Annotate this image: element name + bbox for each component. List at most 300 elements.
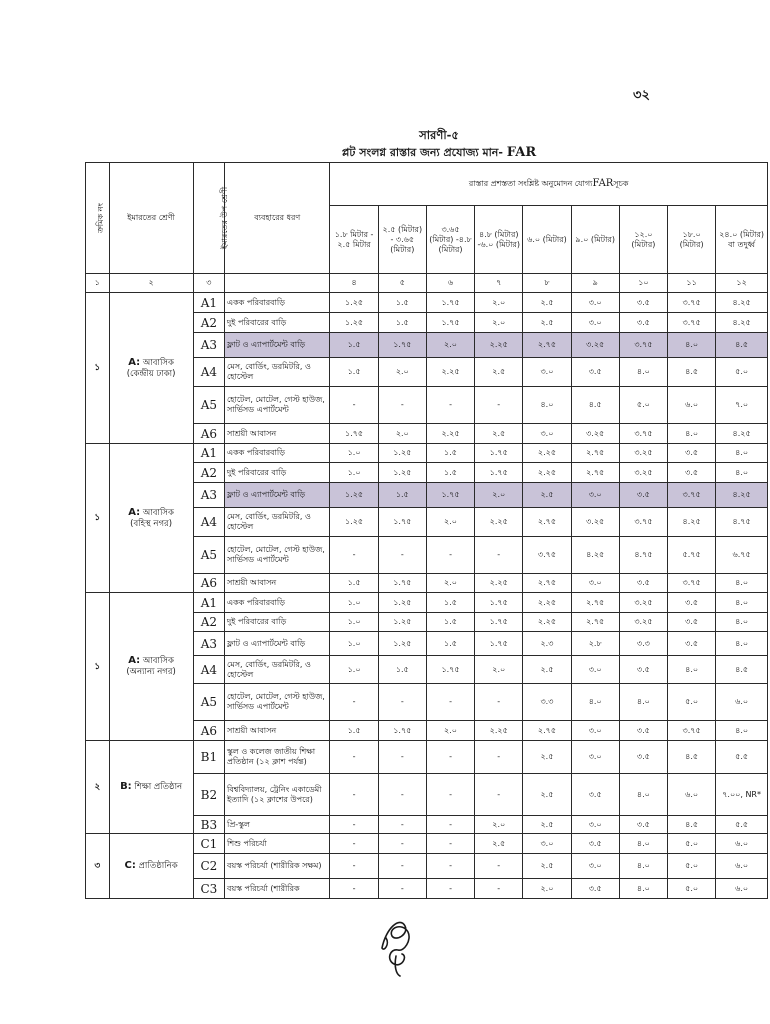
far-value: -: [426, 854, 474, 879]
far-value: ১.২৫: [378, 463, 426, 483]
far-value: ১.৭৫: [426, 293, 474, 313]
far-value: ৩.০: [523, 834, 571, 854]
subclass-code: B1: [193, 741, 224, 774]
far-value: ১.৭৫: [330, 424, 378, 444]
far-value: ২.৭৫: [523, 508, 571, 537]
far-value: ৭.০: [716, 387, 768, 424]
far-value: ৪.২৫: [716, 424, 768, 444]
usage-type: স্কুল ও কলেজ জাতীয় শিক্ষা প্রতিষ্ঠান (১২ ক্লাশ পর্যন্ত): [225, 741, 330, 774]
far-value: ৩.০: [571, 293, 619, 313]
group-category: [109, 834, 193, 899]
usage-type: সাশ্রয়ী আবাসন: [225, 721, 330, 741]
far-value: ২.২৫: [426, 424, 474, 444]
far-value: ৪.০: [619, 834, 667, 854]
far-value: ৪.২৫: [668, 508, 716, 537]
far-value: ৪.২৫: [571, 537, 619, 574]
column-index-cell: ১১: [668, 274, 716, 293]
far-value: ১.৫: [330, 574, 378, 593]
usage-type: সাশ্রয়ী আবাসন: [225, 424, 330, 444]
far-value: ১.৭৫: [426, 656, 474, 684]
far-value: ৩.০: [571, 483, 619, 508]
column-index-cell: ৭: [475, 274, 523, 293]
subclass-code: A4: [193, 358, 224, 387]
far-value: -: [330, 879, 378, 899]
far-value: ২.৫: [523, 483, 571, 508]
far-value: ২.২৫: [475, 721, 523, 741]
far-value: ২.২৫: [426, 358, 474, 387]
far-value: ৩.২৫: [571, 424, 619, 444]
far-value: ৬.০: [716, 879, 768, 899]
far-value: ২.৭৫: [571, 463, 619, 483]
table-row: [86, 444, 768, 463]
usage-type: ফ্লাট ও এ্যাপার্টমেন্ট বাড়ি: [225, 333, 330, 358]
table-row: [86, 741, 768, 774]
far-value: ১.৭৫: [378, 574, 426, 593]
far-value: -: [426, 537, 474, 574]
far-value: ৬.০: [668, 774, 716, 816]
far-value: ১.০: [330, 613, 378, 632]
far-value: ১.৭৫: [475, 444, 523, 463]
group-serial: ৩: [86, 834, 110, 899]
far-value: ৩.০: [523, 358, 571, 387]
far-value: ৪.০: [668, 424, 716, 444]
far-value: ৩.৫: [619, 656, 667, 684]
far-value: ২.০: [475, 483, 523, 508]
header-row-1: [86, 163, 768, 206]
far-value: -: [426, 741, 474, 774]
far-value: ৩.৫: [619, 721, 667, 741]
header-subclass: ইমারতের উপ-শ্রেণী: [193, 163, 224, 274]
usage-type: ফ্লাট ও এ্যাপার্টমেন্ট বাড়ি: [225, 483, 330, 508]
far-value: ৪.২৫: [716, 483, 768, 508]
far-value: -: [378, 537, 426, 574]
far-value: ১.৫: [426, 463, 474, 483]
usage-type: একক পরিবারবাড়ি: [225, 293, 330, 313]
far-value: ১.৫: [426, 593, 474, 613]
header-road-col: ২.৫ (মিটার) - ৩.৬৫ (মিটার): [378, 206, 426, 274]
subclass-code: A4: [193, 508, 224, 537]
far-value: ১.৭৫: [426, 483, 474, 508]
far-value: ১.০: [330, 593, 378, 613]
far-value: ২.৫: [523, 293, 571, 313]
far-value: ২.৫: [475, 358, 523, 387]
far-value: ২.৫: [523, 741, 571, 774]
far-value: -: [378, 834, 426, 854]
far-value: ১.৫: [378, 313, 426, 333]
usage-type: ফ্লাট ও এ্যাপার্টমেন্ট বাড়ি: [225, 632, 330, 656]
column-index-cell: [225, 274, 330, 293]
far-value: -: [330, 537, 378, 574]
far-value: -: [475, 774, 523, 816]
group-code: A:: [128, 356, 141, 368]
far-value: ৪.২৫: [716, 293, 768, 313]
far-value: -: [330, 816, 378, 834]
far-value: ২.৫: [523, 656, 571, 684]
subclass-code: A1: [193, 444, 224, 463]
column-index-row: [86, 274, 768, 293]
far-value: ১.২৫: [330, 293, 378, 313]
group-subtitle: (অন্যান্য নগর): [126, 667, 176, 677]
column-index-cell: ২: [109, 274, 193, 293]
signature: [372, 908, 422, 978]
far-value: ১.৫: [330, 721, 378, 741]
far-value: ৬.০: [716, 834, 768, 854]
far-value: ১.৭৫: [378, 721, 426, 741]
far-value: ২.২৫: [523, 444, 571, 463]
subclass-code: A2: [193, 613, 224, 632]
far-value: ৪.০: [716, 593, 768, 613]
header-category: ইমারতের শ্রেণী: [109, 163, 193, 274]
far-value: ৩.৭৫: [619, 424, 667, 444]
far-value: ৬.০: [716, 854, 768, 879]
far-value: -: [330, 834, 378, 854]
far-value: ২.০: [378, 358, 426, 387]
group-name: প্রাতিষ্ঠানিক: [138, 861, 178, 871]
subclass-code: A6: [193, 574, 224, 593]
far-value: -: [475, 684, 523, 721]
far-value: ২.৫: [523, 774, 571, 816]
far-value: ১.০: [330, 656, 378, 684]
column-index-cell: ৮: [523, 274, 571, 293]
subclass-code: B3: [193, 816, 224, 834]
header-road-col: ৪.৮ (মিটার) -৬.০ (মিটার): [475, 206, 523, 274]
far-value: ৩.২৫: [619, 444, 667, 463]
far-value: ৩.২৫: [619, 593, 667, 613]
far-value: ৭.০০, NR*: [716, 774, 768, 816]
group-code: A:: [128, 506, 141, 518]
subclass-code: A1: [193, 293, 224, 313]
header-usage: ব্যবহারের ধরণ: [225, 163, 330, 274]
far-value: ২.০: [426, 508, 474, 537]
far-value: ৩.৫: [668, 593, 716, 613]
far-value: ২.০: [475, 313, 523, 333]
far-value: ২.৫: [523, 313, 571, 333]
table-row: [86, 834, 768, 854]
far-value: ২.০: [475, 656, 523, 684]
far-value: ১.৭৫: [475, 632, 523, 656]
far-value: -: [475, 741, 523, 774]
column-index-cell: ৫: [378, 274, 426, 293]
far-value: ৩.৫: [619, 574, 667, 593]
header-road-col: ১২.০ (মিটার): [619, 206, 667, 274]
far-value: ১.০: [330, 632, 378, 656]
far-value: ১.৭৫: [475, 613, 523, 632]
subclass-code: A5: [193, 387, 224, 424]
far-value: ৬.০: [668, 387, 716, 424]
far-value: ৪.০: [619, 684, 667, 721]
far-value: ৩.২৫: [571, 333, 619, 358]
usage-type: শিশু পরিচর্যা: [225, 834, 330, 854]
far-value: ৫.৫: [716, 741, 768, 774]
subclass-code: A3: [193, 632, 224, 656]
far-value: -: [330, 387, 378, 424]
far-value: ২.৭৫: [523, 721, 571, 741]
far-value: ২.০: [426, 333, 474, 358]
far-value: ৩.৫: [668, 444, 716, 463]
far-value: ২.৭৫: [571, 613, 619, 632]
far-value: ৪.০: [619, 854, 667, 879]
header-road-col: ৯.০ (মিটার): [571, 206, 619, 274]
table-subtitle-far: FAR: [506, 145, 537, 160]
far-value: ৩.০: [571, 816, 619, 834]
group-code: C:: [124, 860, 136, 871]
far-value: ৪.০: [619, 358, 667, 387]
subclass-code: A5: [193, 684, 224, 721]
far-value: ২.২৫: [475, 508, 523, 537]
far-value: -: [378, 774, 426, 816]
far-value: ৩.৭৫: [619, 333, 667, 358]
subclass-code: A5: [193, 537, 224, 574]
far-value: -: [378, 854, 426, 879]
far-value: ২.০: [426, 721, 474, 741]
group-serial: ১: [86, 293, 110, 444]
far-value: -: [426, 816, 474, 834]
far-value: ৩.৫: [571, 358, 619, 387]
far-value: -: [426, 684, 474, 721]
usage-type: দুই পরিবারের বাড়ি: [225, 313, 330, 333]
far-value: ৩.২৫: [619, 463, 667, 483]
far-value: ৪.৫: [571, 387, 619, 424]
group-serial: ২: [86, 741, 110, 834]
subclass-code: C3: [193, 879, 224, 899]
far-value: ৩.৫: [668, 613, 716, 632]
header-road-col: ১৮.০ (মিটার): [668, 206, 716, 274]
group-name: আবাসিক: [142, 357, 174, 368]
far-value: ৩.৫: [668, 463, 716, 483]
far-value: ১.০: [330, 444, 378, 463]
column-index-cell: ১: [86, 274, 110, 293]
table-subtitle-text: প্লট সংলগ্ন রাস্তার জন্য প্রযোজ্য মান-: [341, 146, 503, 159]
far-value: ৩.৭৫: [668, 721, 716, 741]
far-value: ২.৩: [523, 632, 571, 656]
far-value: ৩.৫: [619, 313, 667, 333]
usage-type: মেস, বোর্ডিং, ডরমিটরি, ও হোস্টেল: [225, 358, 330, 387]
table-subtitle: [108, 144, 770, 161]
far-value: ৩.৫: [619, 293, 667, 313]
group-category: [109, 593, 193, 741]
far-value: ৪.৭৫: [619, 537, 667, 574]
far-value: -: [378, 741, 426, 774]
far-value: -: [330, 854, 378, 879]
column-index-cell: ৯: [571, 274, 619, 293]
far-value: -: [378, 684, 426, 721]
header-road-col: ২৪.০ (মিটার) বা তদুর্ধ্ব: [716, 206, 768, 274]
subclass-code: C1: [193, 834, 224, 854]
usage-type: মেস, বোর্ডিং, ডরমিটরি, ও হোস্টেল: [225, 656, 330, 684]
far-value: ১.২৫: [378, 444, 426, 463]
far-value: -: [330, 684, 378, 721]
far-value: ৪.০: [716, 721, 768, 741]
far-value: ৩.০: [523, 424, 571, 444]
group-name: শিক্ষা প্রতিষ্ঠান: [134, 782, 183, 792]
header-road-col: ১.৮ মিটার - ২.৫ মিটার: [330, 206, 378, 274]
far-value: ৩.০: [571, 721, 619, 741]
far-value: ২.২৫: [475, 574, 523, 593]
header-road-width-suffix: সূচক: [613, 179, 629, 189]
far-value: ১.৫: [378, 483, 426, 508]
far-value: ৫.৫: [716, 816, 768, 834]
far-value: ১.০: [330, 463, 378, 483]
far-value: ২.২৫: [475, 333, 523, 358]
far-value: ৩.৭৫: [668, 293, 716, 313]
usage-type: হোটেল, মোটেল, গেস্ট হাউজ, সার্ভিসড এপার্টমেন্ট: [225, 387, 330, 424]
far-value: ১.৭৫: [475, 593, 523, 613]
far-value: ৪.৭৫: [716, 508, 768, 537]
subclass-code: A2: [193, 313, 224, 333]
far-value: ৫.০: [619, 387, 667, 424]
group-category: [109, 741, 193, 834]
far-value: -: [378, 816, 426, 834]
far-value: ৪.০: [668, 333, 716, 358]
far-value: ৬.০: [716, 684, 768, 721]
subclass-code: A3: [193, 333, 224, 358]
page-number: ৩২: [633, 88, 650, 103]
far-value: ১.২৫: [330, 313, 378, 333]
table-title: সারণী-৫: [419, 128, 459, 142]
group-subtitle: (বহিস্থ নগর): [130, 518, 173, 529]
far-value: ৪.২৫: [716, 313, 768, 333]
group-code: B:: [120, 781, 132, 792]
far-value: ৬.৭৫: [716, 537, 768, 574]
far-value: -: [330, 774, 378, 816]
far-value: ২.০: [475, 816, 523, 834]
far-value: ৩.৫: [571, 879, 619, 899]
header-road-width-text: রাস্তার প্রশস্ততা সংশ্লিষ্ট অনুমোদন যোগ্য: [468, 179, 593, 189]
far-value: ৪.০: [716, 463, 768, 483]
far-value: ১.৭৫: [475, 463, 523, 483]
header-road-width: [330, 163, 768, 206]
far-value: ১.২৫: [330, 508, 378, 537]
column-index-cell: ১০: [619, 274, 667, 293]
far-value: ৪.৫: [668, 816, 716, 834]
usage-type: সাশ্রয়ী আবাসন: [225, 574, 330, 593]
far-value: ৪.০: [716, 444, 768, 463]
far-value: ২.২৫: [523, 593, 571, 613]
far-value: ৩.৭৫: [619, 508, 667, 537]
usage-type: একক পরিবারবাড়ি: [225, 593, 330, 613]
far-value: ৪.০: [619, 879, 667, 899]
far-value: ১.৭৫: [378, 333, 426, 358]
far-value: ১.৫: [330, 358, 378, 387]
far-value: ২.০: [426, 574, 474, 593]
far-value: ১.৫: [426, 613, 474, 632]
usage-type: প্রি-স্কুল: [225, 816, 330, 834]
far-value: ৩.৫: [571, 774, 619, 816]
group-name: আবাসিক: [142, 507, 174, 518]
far-value: ৪.৫: [716, 656, 768, 684]
far-value: ৪.৫: [668, 741, 716, 774]
subclass-code: A6: [193, 424, 224, 444]
far-value: ৫.০: [668, 834, 716, 854]
subclass-code: A1: [193, 593, 224, 613]
far-value: ১.৫: [378, 293, 426, 313]
subclass-code: A3: [193, 483, 224, 508]
far-value: ৪.৫: [716, 333, 768, 358]
far-value: ১.৫: [426, 632, 474, 656]
group-category: [109, 293, 193, 444]
far-value: ৩.৩: [619, 632, 667, 656]
far-value: ৩.৫: [619, 816, 667, 834]
far-value: ৩.০: [571, 313, 619, 333]
far-value: ২.৫: [523, 854, 571, 879]
far-value: ২.৭৫: [523, 333, 571, 358]
far-value: ৫.০: [668, 854, 716, 879]
header-road-col: ৩.৬৫ (মিটার) -৪.৮ (মিটার): [426, 206, 474, 274]
column-index-cell: ৬: [426, 274, 474, 293]
far-value: -: [475, 879, 523, 899]
far-value: ৫.০: [668, 879, 716, 899]
far-value: ১.৫: [330, 333, 378, 358]
far-value: ৪.০: [716, 632, 768, 656]
usage-type: বয়স্ক পরিচর্যা (শারীরিক: [225, 879, 330, 899]
far-value: ৫.৭৫: [668, 537, 716, 574]
group-subtitle: (কেন্দ্রীয় ঢাকা): [126, 368, 176, 379]
group-serial: ১: [86, 593, 110, 741]
subclass-code: A6: [193, 721, 224, 741]
far-value: ১.২৫: [378, 613, 426, 632]
column-index-cell: ৩: [193, 274, 224, 293]
table-row: [86, 593, 768, 613]
far-value: -: [426, 879, 474, 899]
far-value: ২.৭৫: [571, 593, 619, 613]
far-value: ৪.০: [716, 613, 768, 632]
far-value: -: [378, 879, 426, 899]
usage-type: বিশ্ববিদ্যালয়, ট্রেনিং একাডেমী ইত্যাদি (১২ ক্লাশের উপরে): [225, 774, 330, 816]
header-serial: ক্রমিক নং: [86, 163, 110, 274]
usage-type: হোটেল, মোটেল, গেস্ট হাউজ, সার্ভিসড এপার্টমেন্ট: [225, 537, 330, 574]
far-value: ১.৫: [426, 444, 474, 463]
table-row: [86, 293, 768, 313]
far-value: ৪.০: [668, 656, 716, 684]
far-value: ১.২৫: [330, 483, 378, 508]
far-value: -: [330, 741, 378, 774]
column-index-cell: ১২: [716, 274, 768, 293]
far-value: -: [475, 387, 523, 424]
usage-type: একক পরিবারবাড়ি: [225, 444, 330, 463]
far-value: ২.৮: [571, 632, 619, 656]
far-value: ৩.৭৫: [668, 574, 716, 593]
usage-type: দুই পরিবারের বাড়ি: [225, 463, 330, 483]
far-value: ১.৫: [378, 656, 426, 684]
far-table: [85, 162, 768, 899]
far-value: -: [378, 387, 426, 424]
far-value: ৫.০: [668, 684, 716, 721]
far-value: ৪.০: [619, 774, 667, 816]
far-value: ৩.২৫: [571, 508, 619, 537]
far-value: ২.৫: [523, 816, 571, 834]
far-value: ২.৭৫: [571, 444, 619, 463]
far-value: ২.২৫: [523, 463, 571, 483]
far-value: ৩.৫: [668, 632, 716, 656]
far-value: ৩.০: [571, 656, 619, 684]
far-value: ২.০: [475, 293, 523, 313]
group-serial: ১: [86, 444, 110, 593]
usage-type: দুই পরিবারের বাড়ি: [225, 613, 330, 632]
far-value: ৩.৫: [571, 834, 619, 854]
far-value: -: [426, 774, 474, 816]
far-value: ৩.০: [571, 574, 619, 593]
usage-type: মেস, বোর্ডিং, ডরমিটরি, ও হোস্টেল: [225, 508, 330, 537]
far-value: ১.৭৫: [378, 508, 426, 537]
far-value: ৩.৩: [523, 684, 571, 721]
usage-type: বয়স্ক পরিচর্যা (শারীরিক সক্ষম): [225, 854, 330, 879]
subclass-code: B2: [193, 774, 224, 816]
far-value: -: [475, 854, 523, 879]
far-value: -: [426, 834, 474, 854]
header-road-col: ৬.০ (মিটার): [523, 206, 571, 274]
subclass-code: A4: [193, 656, 224, 684]
far-value: ২.০: [523, 879, 571, 899]
